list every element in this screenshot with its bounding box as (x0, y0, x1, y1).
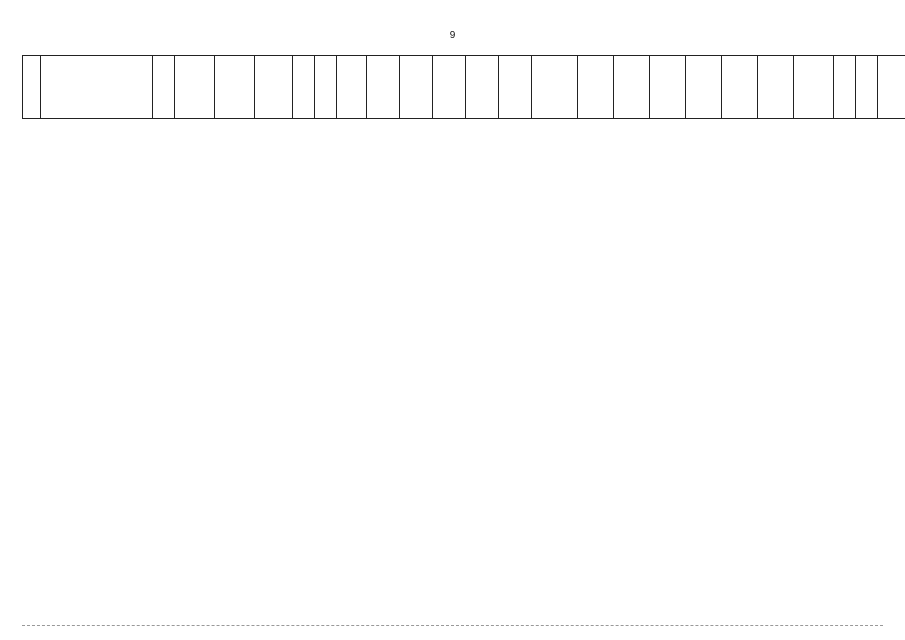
column-header (578, 56, 614, 119)
column-header (794, 56, 834, 119)
column-header (614, 56, 650, 119)
column-header (758, 56, 794, 119)
data-table (22, 55, 905, 119)
column-header (23, 56, 41, 119)
column-header (337, 56, 367, 119)
table-container (22, 55, 883, 119)
footer-divider (22, 625, 883, 626)
column-header (834, 56, 856, 119)
column-header (215, 56, 255, 119)
column-header (532, 56, 578, 119)
column-header (293, 56, 315, 119)
column-header (367, 56, 400, 119)
table-header-row (23, 56, 905, 119)
column-header (255, 56, 293, 119)
column-header (856, 56, 878, 119)
column-header (175, 56, 215, 119)
column-header (499, 56, 532, 119)
column-header (878, 56, 905, 119)
column-header (315, 56, 337, 119)
column-header (153, 56, 175, 119)
column-header (400, 56, 433, 119)
column-header (41, 56, 153, 119)
page-number: 9 (449, 30, 456, 41)
column-header (722, 56, 758, 119)
column-header (650, 56, 686, 119)
column-header (433, 56, 466, 119)
column-header (686, 56, 722, 119)
column-header (466, 56, 499, 119)
